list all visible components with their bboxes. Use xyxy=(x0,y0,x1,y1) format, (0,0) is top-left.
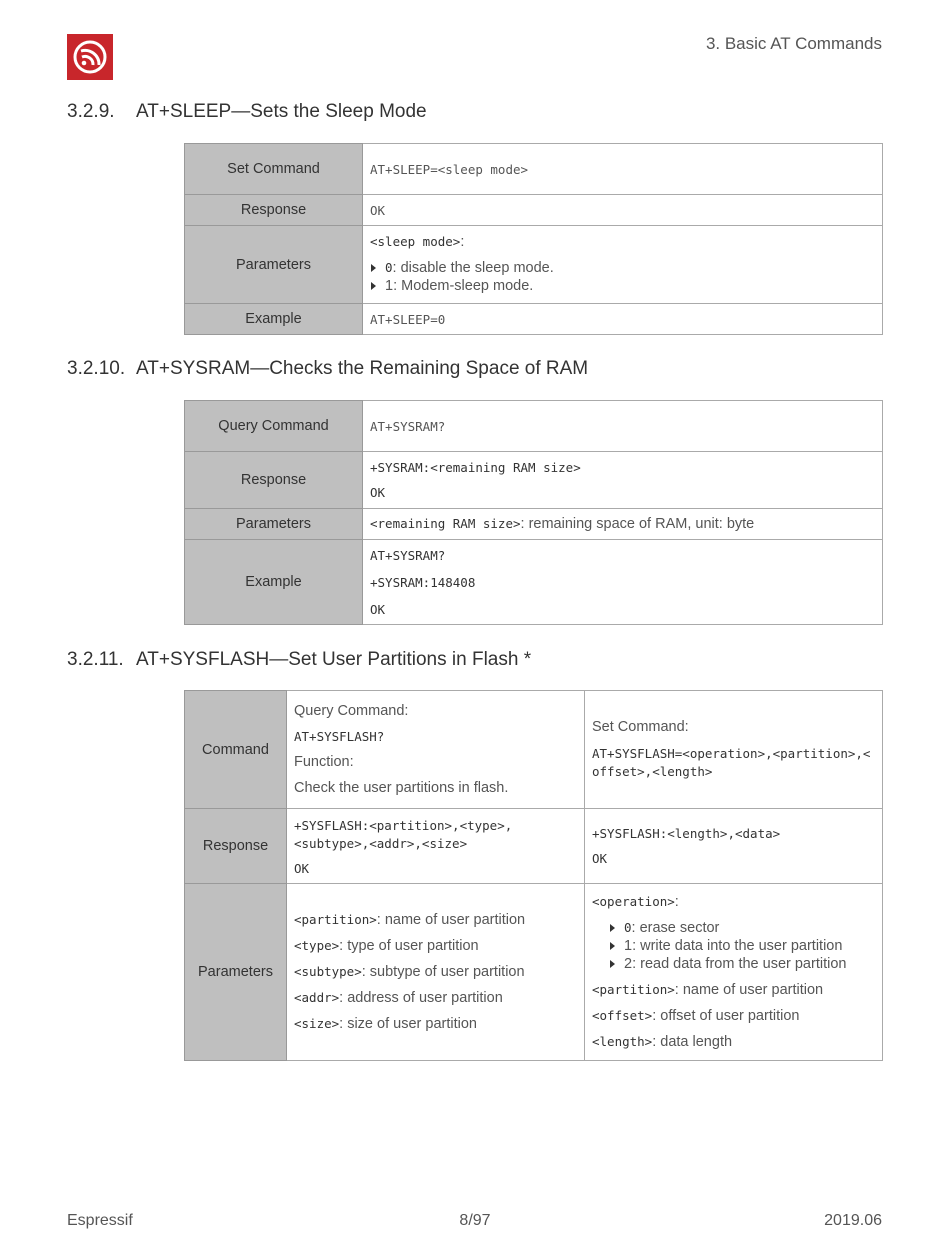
table-row xyxy=(185,540,883,625)
query-command: AT+SYSFLASH? xyxy=(294,729,385,744)
function-text: Check the user partitions in flash. xyxy=(294,780,509,796)
table-row xyxy=(185,304,883,335)
table-row xyxy=(185,226,883,304)
table-row xyxy=(185,401,883,452)
footer-company: Espressif xyxy=(67,1212,133,1229)
parameters-cell xyxy=(363,226,883,304)
param-item xyxy=(592,982,875,998)
list-item xyxy=(609,919,875,937)
op-code: 0 xyxy=(624,920,632,935)
param-name: <sleep mode> xyxy=(370,234,461,249)
row-header: Response xyxy=(185,195,363,226)
query-title: Query Command: xyxy=(294,703,409,719)
query-parameters-cell xyxy=(287,884,585,1061)
section-number: 3.2.11. xyxy=(67,649,124,670)
param-code: <length> xyxy=(592,1034,653,1049)
row-header: Response xyxy=(185,809,287,884)
list-item xyxy=(370,277,875,295)
response-line: OK xyxy=(592,851,608,866)
row-header: Parameters xyxy=(185,226,363,304)
param-code: <partition> xyxy=(592,982,675,997)
row-header: Set Command xyxy=(185,144,363,195)
param-text: : data length xyxy=(652,1034,733,1050)
section-title: AT+SYSFLASH—Set User Partitions in Flash * xyxy=(136,649,532,670)
row-header: Command xyxy=(185,691,287,809)
param-colon: : xyxy=(460,234,465,250)
response-line: +SYSRAM:<remaining RAM size> xyxy=(370,460,581,475)
param-colon: : xyxy=(674,894,679,910)
param-item xyxy=(592,1034,875,1050)
section-number: 3.2.9. xyxy=(67,101,115,122)
table-row xyxy=(185,452,883,509)
param-item xyxy=(294,912,577,928)
section-title: AT+SYSRAM—Checks the Remaining Space of RAM xyxy=(136,358,589,379)
op-text: 2: read data from the user partition xyxy=(624,956,847,972)
set-command-cell xyxy=(585,691,883,809)
table-row xyxy=(185,884,883,1061)
table-row xyxy=(185,691,883,809)
param-code: <partition> xyxy=(294,912,377,927)
espressif-logo-icon xyxy=(67,34,113,80)
section-heading-sysflash xyxy=(67,649,531,671)
table-row xyxy=(185,195,883,226)
set-response-cell xyxy=(585,809,883,884)
param-item xyxy=(294,1016,577,1032)
example-line: +SYSRAM:148408 xyxy=(370,574,476,590)
param-item xyxy=(294,938,577,954)
example-line: AT+SYSRAM? xyxy=(370,547,446,563)
function-title: Function: xyxy=(294,754,354,770)
table-row xyxy=(185,509,883,540)
param-text: : type of user partition xyxy=(339,938,479,954)
param-value-code: 0 xyxy=(385,260,393,275)
chapter-title: 3. Basic AT Commands xyxy=(705,34,882,53)
response-line: OK xyxy=(370,485,386,500)
list-item xyxy=(370,259,875,277)
param-list xyxy=(370,259,875,295)
operation-list xyxy=(592,919,875,973)
row-header: Response xyxy=(185,452,363,509)
query-response-cell xyxy=(287,809,585,884)
response-line: +SYSFLASH:<length>,<data> xyxy=(592,826,781,841)
param-item xyxy=(294,990,577,1006)
list-item xyxy=(609,937,875,955)
example-line: OK xyxy=(370,601,386,617)
param-code: <addr> xyxy=(294,990,340,1005)
query-command-cell xyxy=(287,691,585,809)
example-cell xyxy=(363,540,883,625)
sysram-command-table xyxy=(184,400,883,625)
example-value: AT+SLEEP=0 xyxy=(363,304,883,335)
footer-date: 2019.06 xyxy=(824,1212,882,1229)
section-heading-sleep xyxy=(67,101,427,123)
set-command-value: AT+SLEEP=<sleep mode> xyxy=(363,144,883,195)
row-header: Example xyxy=(185,304,363,335)
param-item xyxy=(592,1008,875,1024)
param-code: <operation> xyxy=(592,894,675,909)
op-text: : erase sector xyxy=(631,920,720,936)
param-name: <remaining RAM size> xyxy=(370,516,521,531)
footer-page-number: 8/97 xyxy=(459,1212,491,1229)
param-text: : name of user partition xyxy=(376,912,526,928)
param-value-text: : disable the sleep mode. xyxy=(392,260,554,276)
response-line: +SYSFLASH:<partition>,<type>,<subtype>,<addr>,<size> xyxy=(294,817,513,851)
set-title: Set Command: xyxy=(592,718,689,735)
param-text: : name of user partition xyxy=(674,982,824,998)
param-item xyxy=(592,894,875,910)
param-text: : address of user partition xyxy=(339,990,503,1006)
section-title: AT+SLEEP—Sets the Sleep Mode xyxy=(136,101,427,122)
response-value: OK xyxy=(363,195,883,226)
row-header: Query Command xyxy=(185,401,363,452)
param-text: : size of user partition xyxy=(339,1016,477,1032)
param-value-text: 1: Modem-sleep mode. xyxy=(385,278,534,294)
query-command-value: AT+SYSRAM? xyxy=(363,401,883,452)
response-cell xyxy=(363,452,883,509)
table-row xyxy=(185,144,883,195)
row-header: Example xyxy=(185,540,363,625)
sysflash-command-table xyxy=(184,690,883,1061)
param-description: : remaining space of RAM, unit: byte xyxy=(520,516,755,532)
row-header: Parameters xyxy=(185,884,287,1061)
op-text: 1: write data into the user partition xyxy=(624,938,843,954)
param-code: <offset> xyxy=(592,1008,653,1023)
response-line: OK xyxy=(294,860,310,876)
section-heading-sysram xyxy=(67,358,588,380)
row-header: Parameters xyxy=(185,509,363,540)
table-row xyxy=(185,809,883,884)
set-parameters-cell xyxy=(585,884,883,1061)
param-code: <size> xyxy=(294,1016,340,1031)
param-text: : subtype of user partition xyxy=(361,964,525,980)
parameters-cell xyxy=(363,509,883,540)
param-text: : offset of user partition xyxy=(652,1008,800,1024)
param-item xyxy=(294,964,577,980)
section-number: 3.2.10. xyxy=(67,358,126,379)
param-code: <type> xyxy=(294,938,340,953)
list-item xyxy=(609,955,875,973)
param-code: <subtype> xyxy=(294,964,362,979)
sleep-command-table xyxy=(184,143,883,335)
set-command: AT+SYSFLASH=<operation>,<partition>,<offset>,<length> xyxy=(592,745,871,779)
